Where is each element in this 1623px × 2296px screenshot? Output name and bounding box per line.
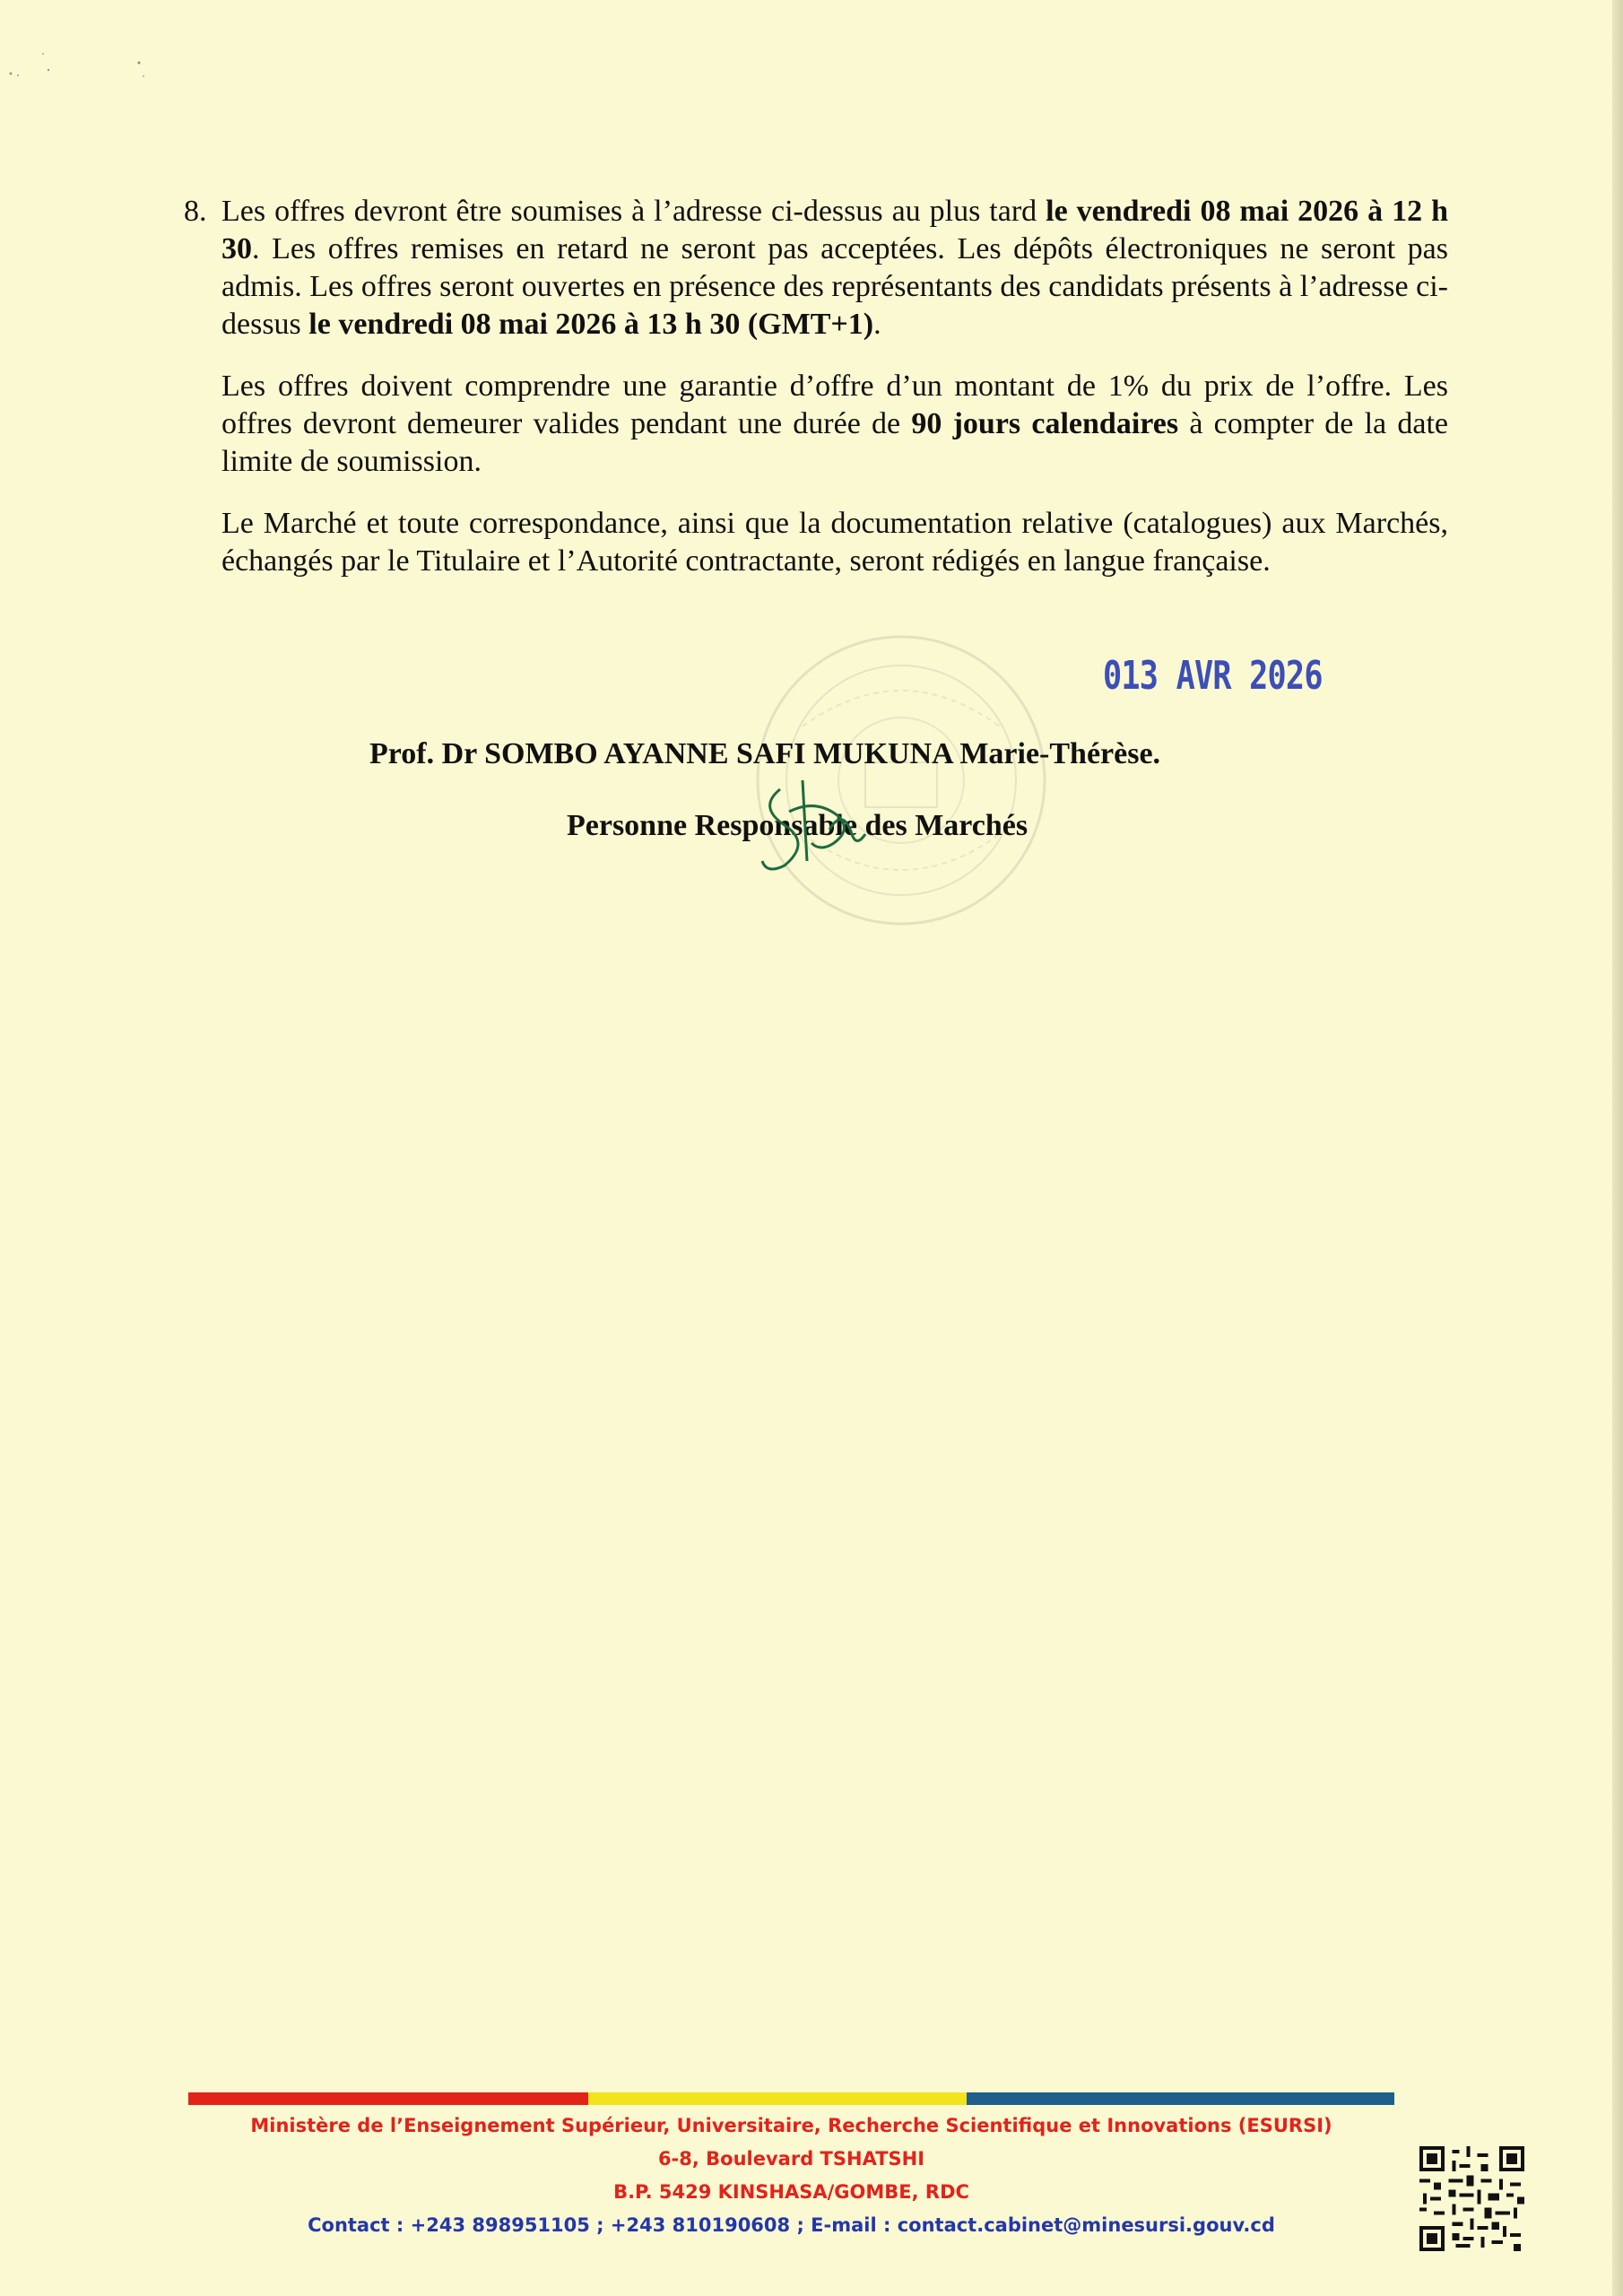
footer-color-bars <box>188 2092 1394 2105</box>
bold-opening-date: le vendredi 08 mai 2026 à 13 h 30 (GMT+1) <box>308 308 874 341</box>
footer-contact <box>188 2209 1394 2242</box>
contact-phones: +243 898951105 ; +243 810190608 ; <box>410 2214 812 2236</box>
signer-name: Prof. Dr SOMBO AYANNE SAFI MUKUNA Marie-Thérèse. <box>369 737 1161 770</box>
signer-title: Personne Responsable des Marchés <box>567 809 1028 842</box>
footer <box>188 2109 1394 2242</box>
text-run: Les offres doivent comprendre une garantie d’offre d’un montant de 1% du prix de l’offre. Les offres devront demeurer valides pendant une durée de <box>221 370 1448 440</box>
bold-deadline: le vendredi 08 mai 2026 à 12 h 30 <box>221 195 1448 265</box>
text-run: . Les offres remises en retard ne seront pas acceptées. Les dépôts électroniques ne seront pas admis. Les offres seront ouvertes en présence des représentants des candidats présents à l’adresse ci-dessus <box>221 232 1448 341</box>
page-edge <box>1612 0 1623 2296</box>
notice-body <box>184 193 1448 604</box>
footer-bar-yellow <box>588 2092 967 2105</box>
paragraph-language <box>184 505 1448 580</box>
qr-code-icon <box>1419 2146 1524 2251</box>
paragraph-submission <box>184 193 1448 344</box>
text-run: Les offres devront être soumises à l’adresse ci-dessus au plus tard <box>221 195 1046 228</box>
footer-address: 6-8, Boulevard TSHATSHI <box>657 2148 925 2170</box>
text-run: . <box>873 308 881 341</box>
scan-specks <box>0 36 179 90</box>
bold-validity: 90 jours calendaires <box>911 407 1179 440</box>
text-run: Le Marché et toute correspondance, ainsi que la documentation relative (catalogues) aux Marchés, échangés par le Titulaire et l’Autorité contractante, seront rédigés en langue française. <box>221 507 1448 578</box>
footer-bar-red <box>188 2092 588 2105</box>
text-run: à compter de la date limite de soumission. <box>221 407 1448 478</box>
contact-label: Contact : <box>308 2214 411 2236</box>
email-label: E-mail : <box>811 2214 898 2236</box>
footer-bar-blue <box>967 2092 1394 2105</box>
signature-icon <box>753 767 870 874</box>
contact-email: contact.cabinet@minesursi.gouv.cd <box>897 2214 1275 2236</box>
date-stamp: 013 AVR 2026 <box>1103 653 1323 699</box>
footer-po-box: B.P. 5429 KINSHASA/GOMBE, RDC <box>613 2181 969 2203</box>
footer-ministry: Ministère de l’Enseignement Supérieur, Universitaire, Recherche Scientifique et Innovations (ESURSI) <box>250 2115 1332 2136</box>
paragraph-guarantee <box>184 368 1448 481</box>
item-number: 8. <box>184 195 207 228</box>
